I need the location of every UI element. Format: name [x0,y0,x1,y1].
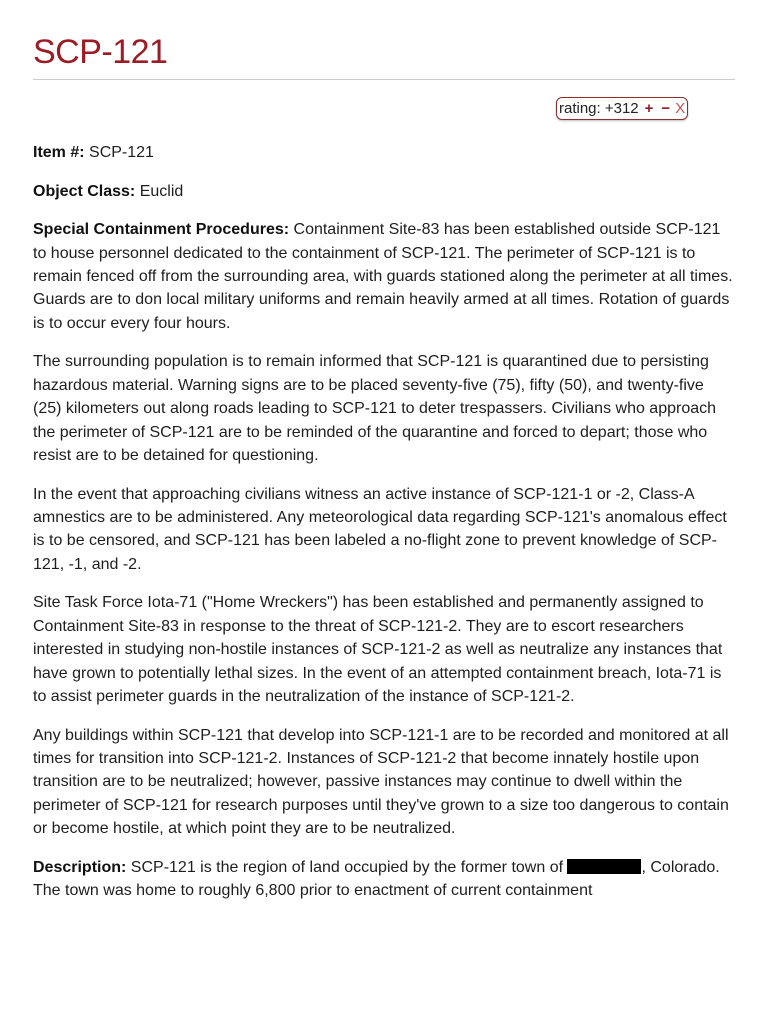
procedures-paragraph-4: Site Task Force Iota-71 ("Home Wreckers") has been established and permanently assigned to Containment Site-83 in response to the threat of SCP-121-2. They are to escort researchers interested in studying non-hostile instances of SCP-121-2 as well as neutralize any instances that have grown to potentially lethal sizes. In the event of an attempted containment breach, Iota-71 is to assist perimeter guards in the neutralization of the instance of SCP-121-2. [33,594,723,706]
object-class-label: Object Class: [33,182,136,200]
redacted-block [567,859,641,874]
procedures-text-1: Containment Site-83 has been established outside SCP-121 to house personnel dedicated to the containment of SCP-121. The perimeter of SCP-121 is to remain fenced off from the surrounding area, with guards stationed along the perimeter at all times. Guards are to don local military uniforms and remain heavily armed at all times. Rotation of guards is to occur every four hours. [33,221,733,332]
page-content [33,141,735,918]
item-number-value: SCP-121 [84,144,154,161]
procedures-paragraph-5: Any buildings within SCP-121 that develop into SCP-121-1 are to be recorded and monitored at all times for transition into SCP-121-2. Instances of SCP-121-2 that become innately hostile upon transition are to be neutralized; however, passive instances may continue to dwell within the perimeter of SCP-121 for research purposes until they've grown to a size too dangerous to contain or become hostile, at which point they are to be neutralized. [33,726,729,838]
rating-score: rating: +312 [559,100,639,117]
procedures-paragraph-1 [33,218,735,335]
page-title: SCP-121 [33,33,168,71]
procedures-paragraph-2: The surrounding population is to remain informed that SCP-121 is quarantined due to persisting hazardous material. Warning signs are to be placed seventy-five (75), fifty (50), and twenty-five (25) kilometers out along roads leading to SCP-121 to deter trespassers. Civilians who approach the perimeter of SCP-121 are to be reminded of the quarantine and forced to depart; those who resist are to be detained for questioning. [33,353,717,465]
procedures-label: Special Containment Procedures: [33,221,290,239]
rate-down-button[interactable]: − [661,100,671,117]
rate-up-button[interactable]: + [644,100,654,117]
rating-module [556,97,688,120]
description-label: Description: [33,858,127,876]
title-divider [33,79,735,80]
object-class [33,180,735,203]
item-number-label: Item #: [33,144,85,161]
description-text-before: SCP-121 is the region of land occupied by the former town of [126,858,568,876]
description-paragraph [33,856,735,903]
rate-cancel-button[interactable]: X [675,100,686,117]
description-text-after: , Colorado. The town was home to roughly 6,800 prior to enactment of current containment [33,858,720,900]
object-class-value: Euclid [135,182,184,200]
procedures-paragraph-3: In the event that approaching civilians witness an active instance of SCP-121-1 or -2, Class-A amnestics are to be administered. Any meteorological data regarding SCP-121's anomalous effect is to be censored, and SCP-121 has been labeled a no-flight zone to prevent knowledge of SCP-121, -1, and -2. [33,485,727,573]
item-number [33,141,735,164]
